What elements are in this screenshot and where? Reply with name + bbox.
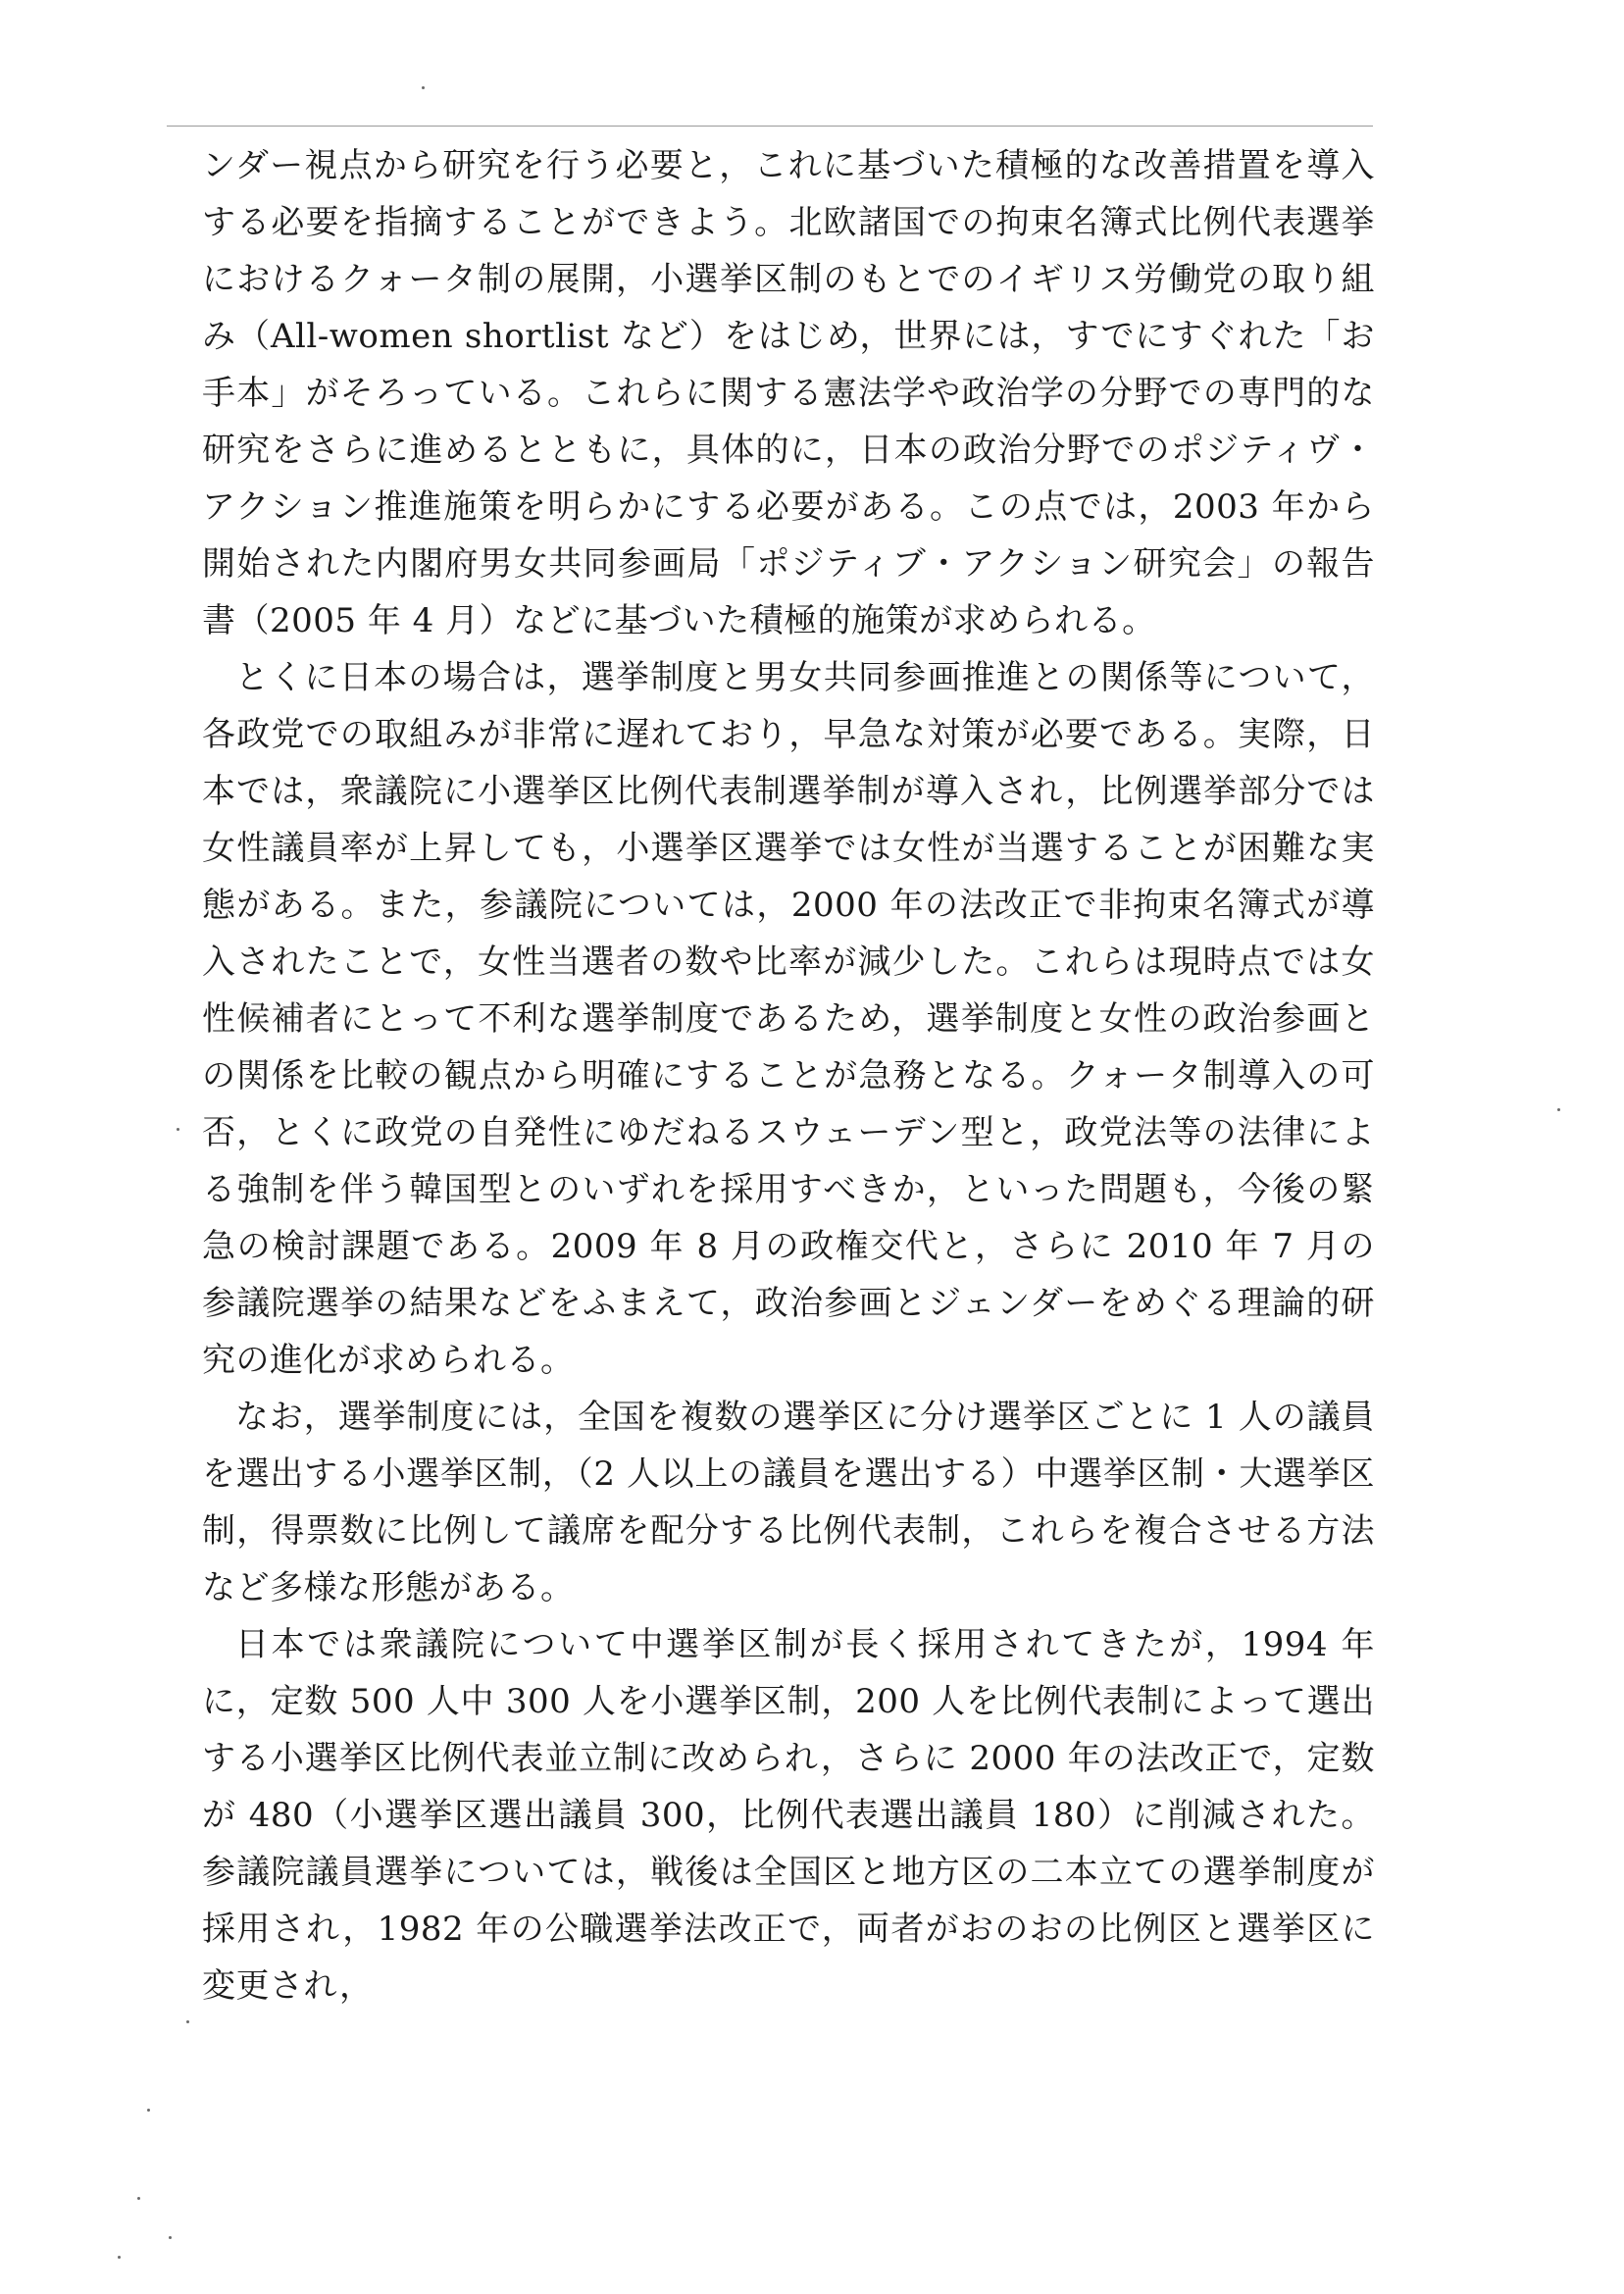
scan-speck [186, 2020, 189, 2023]
header-rule [167, 126, 1373, 127]
paragraph-electoral-system-japan: とくに日本の場合は，選挙制度と男女共同参画推進との関係等について，各政党での取組みが非常に遅れており，早急な対策が必要である。実際，日本では，衆議院に小選挙区比例代表制選挙制が導入され，比例選挙部分では女性議員率が上昇しても，小選挙区選挙では女性が当選することが困難な実態がある。また，参議院については，2000 年の法改正で非拘束名簿式が導入されたことで，女性当選者の数や比率が減少した。これらは現時点では女性候補者にとって不利な選挙制度であるため，選挙制度と女性の政治参画との関係を比較の観点から明確にすることが急務となる。クォータ制導入の可否，とくに政党の自発性にゆだねるスウェーデン型と，政党法等の法律による強制を伴う韓国型とのいずれを採用すべきか，といった問題も，今後の緊急の検討課題である。2009 年 8 月の政権交代と，さらに 2010 年 7 月の参議院選挙の結果などをふまえて，政治参画とジェンダーをめぐる理論的研究の進化が求められる。 [202, 658, 1375, 1380]
paragraph-house-of-representatives: 日本では衆議院について中選挙区制が長く採用されてきたが，1994 年に，定数 500 人中 300 人を小選挙区制，200 人を比例代表制によって選出する小選挙区比例代表並立制に改められ，さらに 2000 年の法改正で，定数が 480（小選挙区選出議員 300，比例代表選出議員 180）に削減された。参議院議員選挙については，戦後は全国区と地方区の二本立ての選挙制度が採用され，1982 年の公職選挙法改正で，両者がおのおの比例区と選挙区に変更され， [202, 1625, 1375, 2006]
scan-speck [177, 1128, 179, 1131]
paragraph-electoral-system-types: なお，選挙制度には，全国を複数の選挙区に分け選挙区ごとに 1 人の議員を選出する小選挙区制，（2 人以上の議員を選出する）中選挙区制・大選挙区制，得票数に比例して議席を配分する比例代表制，これらを複合させる方法など多様な形態がある。 [202, 1398, 1375, 1607]
scan-speck [147, 2109, 150, 2112]
body-text [202, 137, 1375, 2014]
scan-speck [118, 2256, 121, 2259]
scan-speck [422, 86, 425, 89]
paragraph-positive-action: ンダー視点から研究を行う必要と，これに基づいた積極的な改善措置を導入する必要を指摘することができよう。北欧諸国での拘束名簿式比例代表選挙におけるクォータ制の展開，小選挙区制のもとでのイギリス労働党の取り組み（All-women shortlist など）をはじめ，世界には，すでにすぐれた「お手本」がそろっている。これらに関する憲法学や政治学の分野での専門的な研究をさらに進めるとともに，具体的に，日本の政治分野でのポジティヴ・アクション推進施策を明らかにする必要がある。この点では，2003 年から開始された内閣府男女共同参画局「ポジティブ・アクション研究会」の報告書（2005 年 4 月）などに基づいた積極的施策が求められる。 [202, 146, 1375, 640]
scan-speck [137, 2197, 140, 2200]
scan-speck [169, 2236, 172, 2239]
scan-speck [1557, 1108, 1560, 1111]
